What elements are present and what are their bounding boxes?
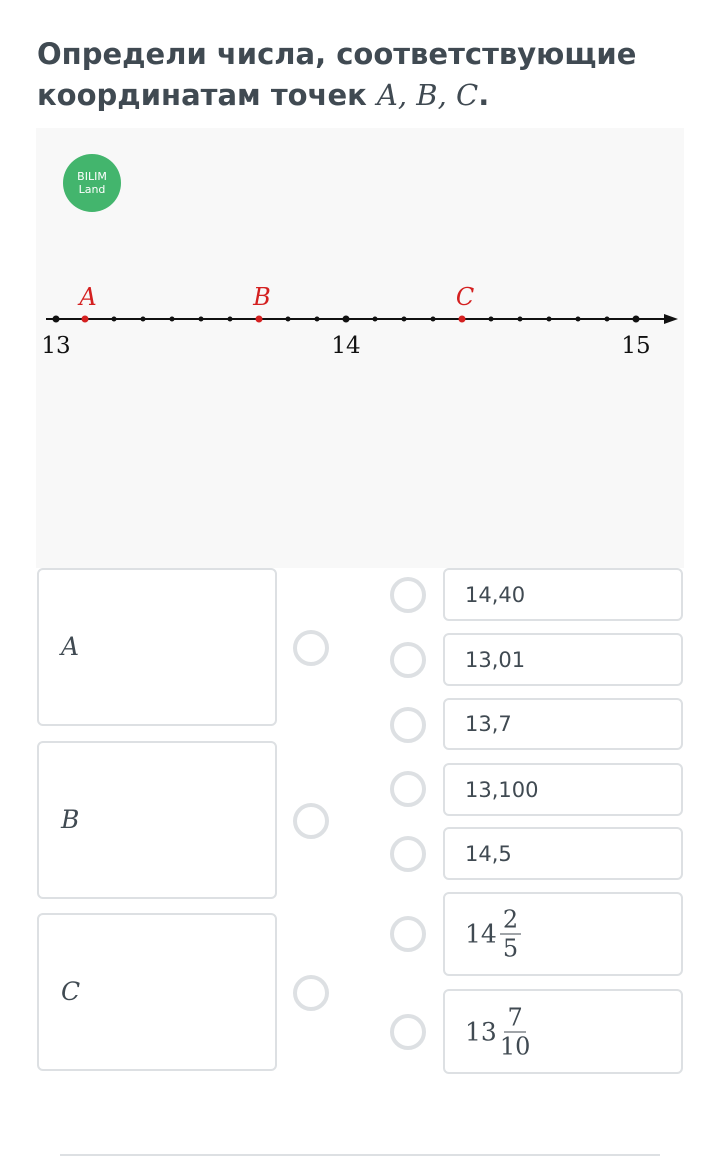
point-c-label: C — [455, 283, 475, 311]
fraction-denominator-7: 10 — [499, 1032, 531, 1060]
fraction-6 — [500, 906, 521, 963]
fraction-numerator-6: 2 — [500, 906, 521, 935]
mixed-number-7 — [465, 1003, 530, 1060]
question-radio-c[interactable] — [293, 975, 329, 1011]
task-title-points: A, B, C — [376, 78, 479, 112]
minor-tick-dot — [431, 317, 436, 322]
minor-tick-dot — [286, 317, 291, 322]
question-label-c: C — [61, 977, 81, 1006]
answer-option-5[interactable] — [443, 827, 683, 880]
axis-label-13: 13 — [41, 333, 71, 359]
option-radio-4[interactable] — [390, 771, 426, 807]
mixed-number-6 — [465, 906, 521, 963]
answer-option-2[interactable] — [443, 633, 683, 686]
major-tick-dot — [343, 316, 350, 323]
answer-option-4[interactable] — [443, 763, 683, 816]
answer-option-4-text: 13,100 — [465, 777, 539, 802]
option-radio-3[interactable] — [390, 707, 426, 743]
answer-option-3-text: 13,7 — [465, 712, 512, 736]
minor-tick-dot — [141, 317, 146, 322]
answer-option-6[interactable] — [443, 892, 683, 976]
question-label-a: A — [61, 632, 80, 661]
option-radio-7[interactable] — [390, 1014, 426, 1050]
answer-option-2-text: 13,01 — [465, 647, 526, 672]
minor-tick-dot — [228, 317, 233, 322]
minor-tick-dot — [547, 317, 552, 322]
fraction-7 — [500, 1003, 531, 1060]
fraction-numerator-7: 7 — [504, 1003, 525, 1032]
minor-tick-dot — [518, 317, 523, 322]
minor-tick-dot — [315, 317, 320, 322]
question-radio-b[interactable] — [293, 803, 329, 839]
option-radio-5[interactable] — [390, 836, 426, 872]
number-line-svg — [36, 128, 684, 568]
point-c-dot — [459, 316, 466, 323]
option-radio-6[interactable] — [390, 916, 426, 952]
mixed-whole-7: 13 — [465, 1017, 497, 1046]
question-card-b — [37, 741, 277, 899]
mixed-whole-6: 14 — [465, 919, 497, 949]
major-tick-dot — [53, 316, 60, 323]
axis-label-14: 14 — [331, 333, 361, 359]
logo-line-1: BILIM — [77, 170, 107, 183]
minor-tick-dot — [605, 317, 610, 322]
answer-option-7[interactable] — [443, 989, 683, 1074]
axis-arrow — [664, 314, 678, 324]
task-title-end: . — [478, 78, 490, 112]
answer-option-1-text: 14,40 — [465, 582, 526, 607]
minor-tick-dot — [402, 317, 407, 322]
task-title-text: Определи числа, соответствующие координатам точек — [37, 37, 637, 112]
task-title — [37, 34, 687, 116]
minor-tick-dot — [170, 317, 175, 322]
fraction-denominator-6: 5 — [502, 934, 519, 963]
point-a-dot — [82, 316, 89, 323]
point-a-label: A — [79, 283, 97, 311]
major-tick-dot — [633, 316, 640, 323]
point-b-label: B — [253, 283, 271, 311]
answer-option-5-text: 14,5 — [465, 841, 512, 866]
option-radio-2[interactable] — [390, 642, 426, 678]
option-radio-1[interactable] — [390, 577, 426, 613]
minor-tick-dot — [489, 317, 494, 322]
point-b-dot — [256, 316, 263, 323]
minor-tick-dot — [112, 317, 117, 322]
minor-tick-dot — [373, 317, 378, 322]
answer-option-3[interactable] — [443, 698, 683, 750]
axis-label-15: 15 — [621, 333, 651, 359]
question-card-a — [37, 568, 277, 726]
logo-line-2: Land — [78, 183, 106, 196]
question-radio-a[interactable] — [293, 630, 329, 666]
answer-option-1[interactable] — [443, 568, 683, 621]
minor-tick-dot — [199, 317, 204, 322]
question-label-b: B — [61, 805, 80, 834]
number-line-figure — [36, 128, 684, 568]
question-card-c — [37, 913, 277, 1071]
minor-tick-dot — [576, 317, 581, 322]
